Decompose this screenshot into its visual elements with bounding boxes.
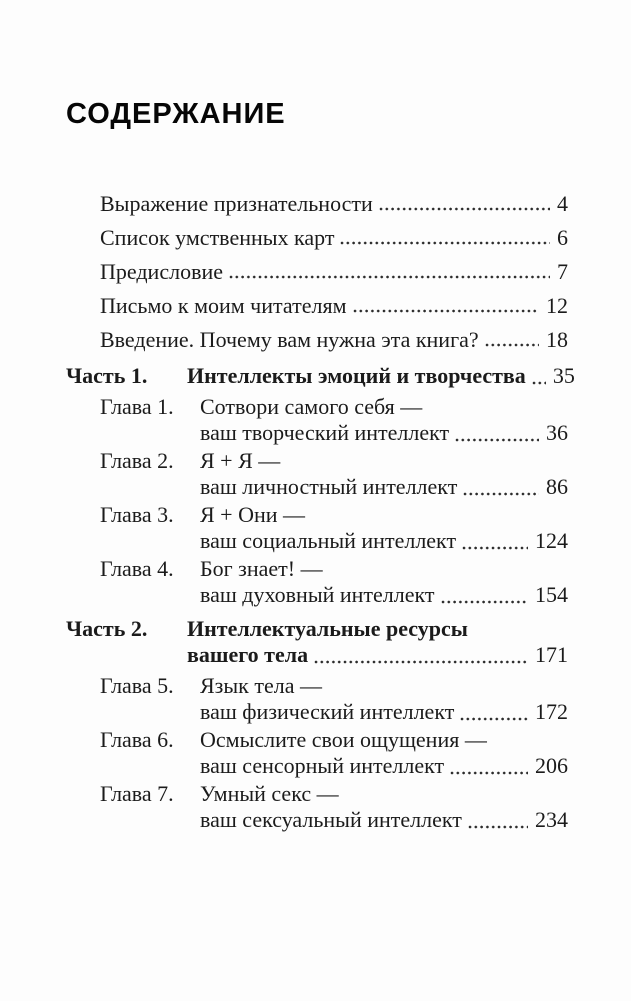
chapter-title-line2: ваш сексуальный интеллект: [200, 807, 462, 832]
toc-chapter-5: [66, 673, 568, 725]
dot-leader: [379, 207, 550, 211]
chapter-page-number: 206: [535, 753, 568, 778]
page-title: СОДЕРЖАНИЕ: [66, 98, 286, 130]
chapter-label: Глава 2.: [100, 448, 174, 473]
chapter-title-row2: [200, 807, 568, 833]
dot-leader: [462, 546, 528, 550]
chapter-title-row2: [200, 699, 568, 725]
toc-part-1: [66, 363, 575, 389]
chapter-label: Глава 6.: [100, 727, 174, 752]
chapter-title-row2: [200, 528, 568, 554]
chapter-body: [200, 448, 568, 500]
chapter-title-row2: [200, 474, 568, 500]
dot-leader: [532, 381, 546, 385]
chapter-title-line1: Сотвори самого себя —: [200, 394, 423, 419]
chapter-body: [200, 673, 568, 725]
chapter-title-line2: ваш личностный интеллект: [200, 474, 458, 499]
toc-entry-foreword: [66, 261, 568, 283]
entry-label: Список умственных карт: [100, 225, 335, 250]
chapter-page-number: 86: [546, 474, 568, 499]
dot-leader: [314, 660, 528, 664]
dot-leader: [441, 600, 528, 604]
toc-chapter-7: [66, 781, 568, 833]
chapter-title-line1: Бог знает! —: [200, 556, 323, 581]
entry-label: Письмо к моим читателям: [100, 293, 347, 318]
chapter-title-line2: ваш физический интеллект: [200, 699, 455, 724]
chapter-body: [200, 556, 568, 608]
entry-label: Введение. Почему вам нужна эта книга?: [100, 327, 479, 352]
chapter-title-line2: ваш социальный интеллект: [200, 528, 457, 553]
toc-entry-mindmap-list: [66, 227, 568, 249]
chapter-body: [200, 727, 568, 779]
entry-page-number: 7: [557, 259, 568, 284]
chapter-page-number: 124: [535, 528, 568, 553]
chapter-title-line2: ваш сенсорный интеллект: [200, 753, 445, 778]
chapter-body: [200, 502, 568, 554]
part-body: [187, 616, 568, 668]
toc-entry-letter-to-readers: [66, 295, 568, 317]
toc-entry-introduction: [66, 329, 568, 351]
chapter-title-line2: ваш духовный интеллект: [200, 582, 435, 607]
chapter-title-line1: Осмыслите свои ощущения —: [200, 727, 487, 752]
entry-label: Выражение признательности: [100, 191, 373, 216]
entry-page-number: 12: [546, 293, 568, 318]
chapter-label: Глава 5.: [100, 673, 174, 698]
part-title-line1: Интеллектуальные ресурсы: [187, 616, 468, 641]
toc-chapter-1: [66, 394, 568, 446]
toc-chapter-4: [66, 556, 568, 608]
chapter-body: [200, 394, 568, 446]
chapter-title-row2: [200, 582, 568, 608]
chapter-title-line1: Я + Они —: [200, 502, 306, 527]
chapter-title-line1: Я + Я —: [200, 448, 281, 473]
dot-leader: [353, 309, 539, 313]
chapter-page-number: 154: [535, 582, 568, 607]
part-title-line2: вашего тела: [187, 642, 309, 667]
toc-chapter-2: [66, 448, 568, 500]
toc-chapter-6: [66, 727, 568, 779]
toc-part-2: [66, 616, 568, 668]
chapter-title-row2: [200, 753, 568, 779]
chapter-label: Глава 4.: [100, 556, 174, 581]
part-page-number: 35: [552, 363, 575, 388]
dot-leader: [455, 438, 539, 442]
toc-entry-acknowledgements: [66, 193, 568, 215]
chapter-label: Глава 7.: [100, 781, 174, 806]
chapter-label: Глава 3.: [100, 502, 174, 527]
part-label: Часть 2.: [66, 616, 148, 641]
chapter-body: [200, 781, 568, 833]
chapter-title-line1: Умный секс —: [200, 781, 339, 806]
part-title: Интеллекты эмоций и творчества: [187, 363, 526, 388]
toc-content: [66, 97, 575, 835]
dot-leader: [450, 771, 528, 775]
chapter-title-line2: ваш творческий интеллект: [200, 420, 450, 445]
chapter-page-number: 172: [535, 699, 568, 724]
entry-page-number: 6: [557, 225, 568, 250]
dot-leader: [468, 825, 528, 829]
dot-leader: [463, 492, 539, 496]
entry-page-number: 18: [546, 327, 568, 352]
dot-leader: [460, 717, 528, 721]
toc-chapter-3: [66, 502, 568, 554]
chapter-page-number: 36: [546, 420, 568, 445]
part-title-row2: [187, 642, 568, 668]
dot-leader: [485, 343, 539, 347]
chapter-title-row2: [200, 420, 568, 446]
part-label: Часть 1.: [66, 363, 148, 388]
part-page-number: 171: [535, 642, 568, 667]
entry-page-number: 4: [557, 191, 568, 216]
chapter-label: Глава 1.: [100, 394, 174, 419]
entry-label: Предисловие: [100, 259, 223, 284]
chapter-page-number: 234: [535, 807, 568, 832]
dot-leader: [229, 275, 550, 279]
chapter-title-line1: Язык тела —: [200, 673, 322, 698]
dot-leader: [340, 241, 550, 245]
